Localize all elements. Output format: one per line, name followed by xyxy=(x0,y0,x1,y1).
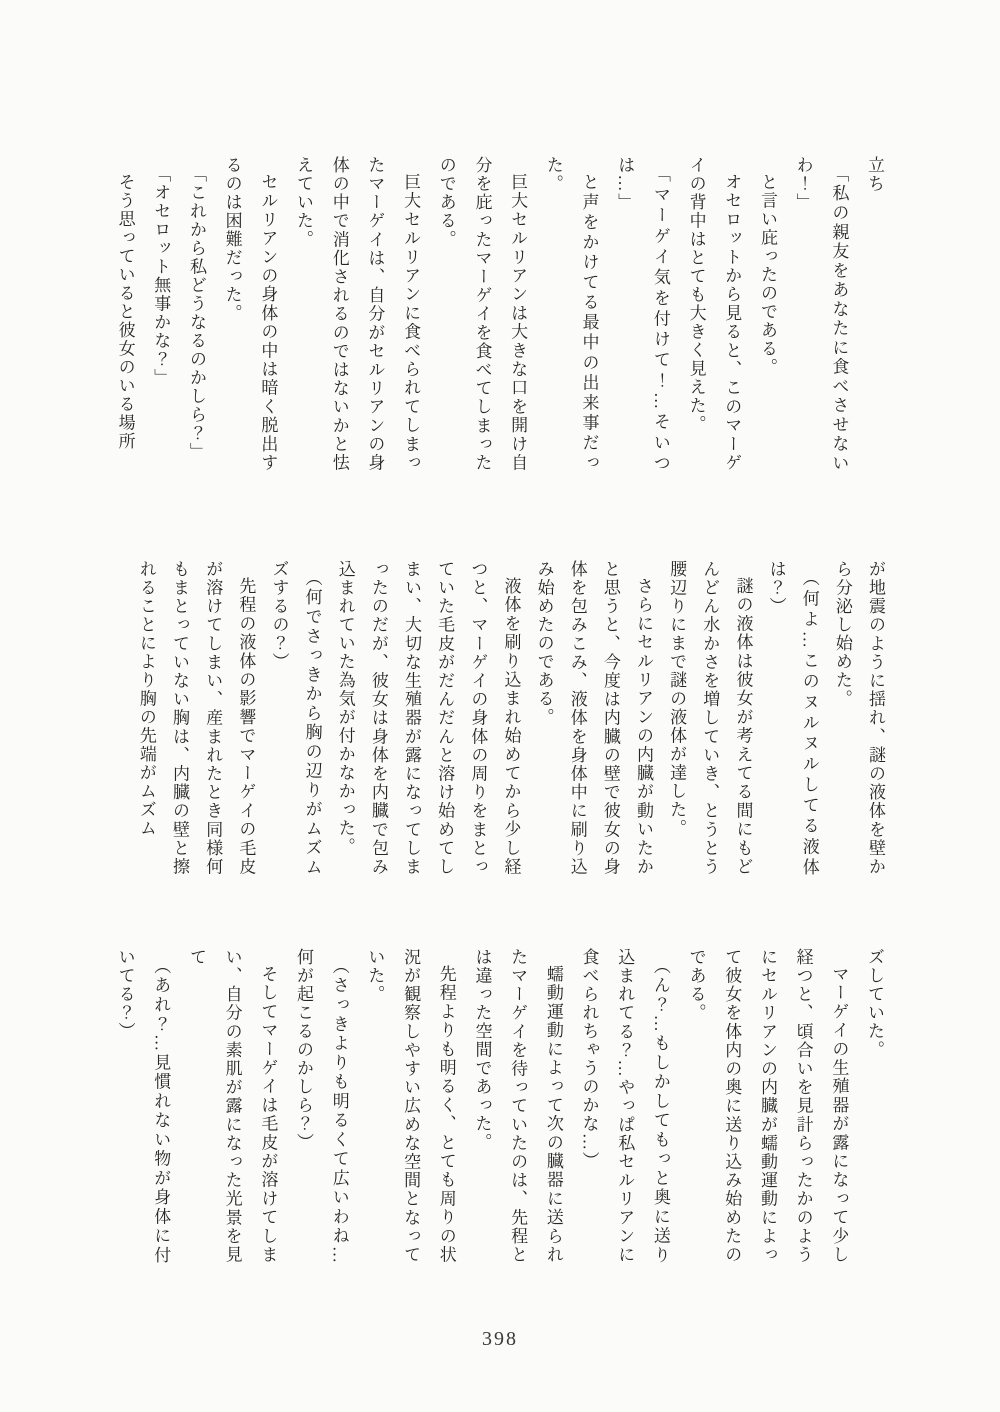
paragraph: セルリアンの身体の中は暗く脱出するのは困難だった。 xyxy=(222,156,278,472)
paragraph: （さっきよりも明るくて広いわね…何が起こるのかしら？） xyxy=(294,948,349,1264)
paragraph: 「マーゲイ気を付けて！…そいつは…」 xyxy=(615,156,670,472)
paragraph: 「オセロット無事かな？」 xyxy=(151,164,171,387)
paragraph: 蠕動運動によって次の臓器に送られたマーゲイを待っていたのは、先程とは違った空間であった。 xyxy=(472,948,563,1264)
paragraph: （ん？…もしかしてもっと奥に送り込まれてる？…やっぱ私セルリアンに食べられちゃうのかな…） xyxy=(579,948,670,1264)
paragraph: （何でさっきから胸の辺りがムズムズするの？） xyxy=(269,560,322,876)
paragraph: 巨大セルリアンに食べられてしまったマーゲイは、自分がセルリアンの身体の中で消化されるのではないかと怯えていた。 xyxy=(294,156,421,472)
text-band-2 xyxy=(130,560,892,876)
paragraph: そう思っていると彼女のいる場所 xyxy=(115,173,135,451)
paragraph: 巨大セルリアンは大きな口を開け自分を庇ったマーゲイを食べてしまったのである。 xyxy=(436,156,528,472)
paragraph: （何よ…このヌルヌルしてる液体は？） xyxy=(766,560,819,876)
paragraph: が地震のように揺れ、謎の液体を壁から分泌し始めた。 xyxy=(832,560,885,876)
paragraph: 先程よりも明るく、とても周りの状況が観察しやすい広めな空間となっていた。 xyxy=(365,948,456,1264)
paragraph: と声をかけてる最中の出来事だった。 xyxy=(543,156,599,472)
text-band-3 xyxy=(107,948,892,1264)
page-number: 398 xyxy=(482,1328,518,1350)
paragraph: 液体を刷り込まれ始めてから少し経つと、マーゲイの身体の周りをまとっていた毛皮がだんだんと溶け始めてしまい、大切な生殖器が露になってしまったのだが、彼女は身体を内臓で包み込まれていた為気が付かなかった。 xyxy=(335,560,521,876)
paragraph: そしてマーゲイは毛皮が溶けてしまい、自分の素肌が露になった光景を見て xyxy=(186,948,278,1264)
paragraph: さらにセルリアンの内臓が動いたかと思うと、今度は内臓の壁で彼女の身体を包みこみ、液体を身体中に刷り込み始めたのである。 xyxy=(534,560,654,876)
paragraph: （あれ？…見慣れない物が身体に付いてる？） xyxy=(115,948,171,1264)
paragraph: 先程の液体の影響でマーゲイの毛皮が溶けてしまい、産まれたとき同様何もまとっていない胸は、内臓の壁と擦れることにより胸の先端がムズム xyxy=(136,560,256,876)
paragraph: オセロットから見ると、このマーゲイの背中はとても大きく見えた。 xyxy=(686,156,742,472)
paragraph: 立ち xyxy=(865,156,884,193)
text-band-1 xyxy=(107,156,892,472)
paragraph: 「これから私どうなるのかしら？」 xyxy=(186,164,206,461)
paragraph: マーゲイの生殖器が露になって少し経つと、頃合いを見計らったかのようにセルリアンの内臓が蠕動運動によって彼女を体内の奥に送り込み始めたのである。 xyxy=(686,948,849,1264)
paragraph: ズしていた。 xyxy=(865,948,884,1059)
paragraph: と言い庇ったのである。 xyxy=(757,173,777,377)
paragraph: 「私の親友をあなたに食べさせないわ！」 xyxy=(793,156,849,472)
paragraph: 謎の液体は彼女が考えてる間にもどんどん水かさを増していき、とうとう腰辺りにまで謎の液体が達した。 xyxy=(667,560,753,876)
